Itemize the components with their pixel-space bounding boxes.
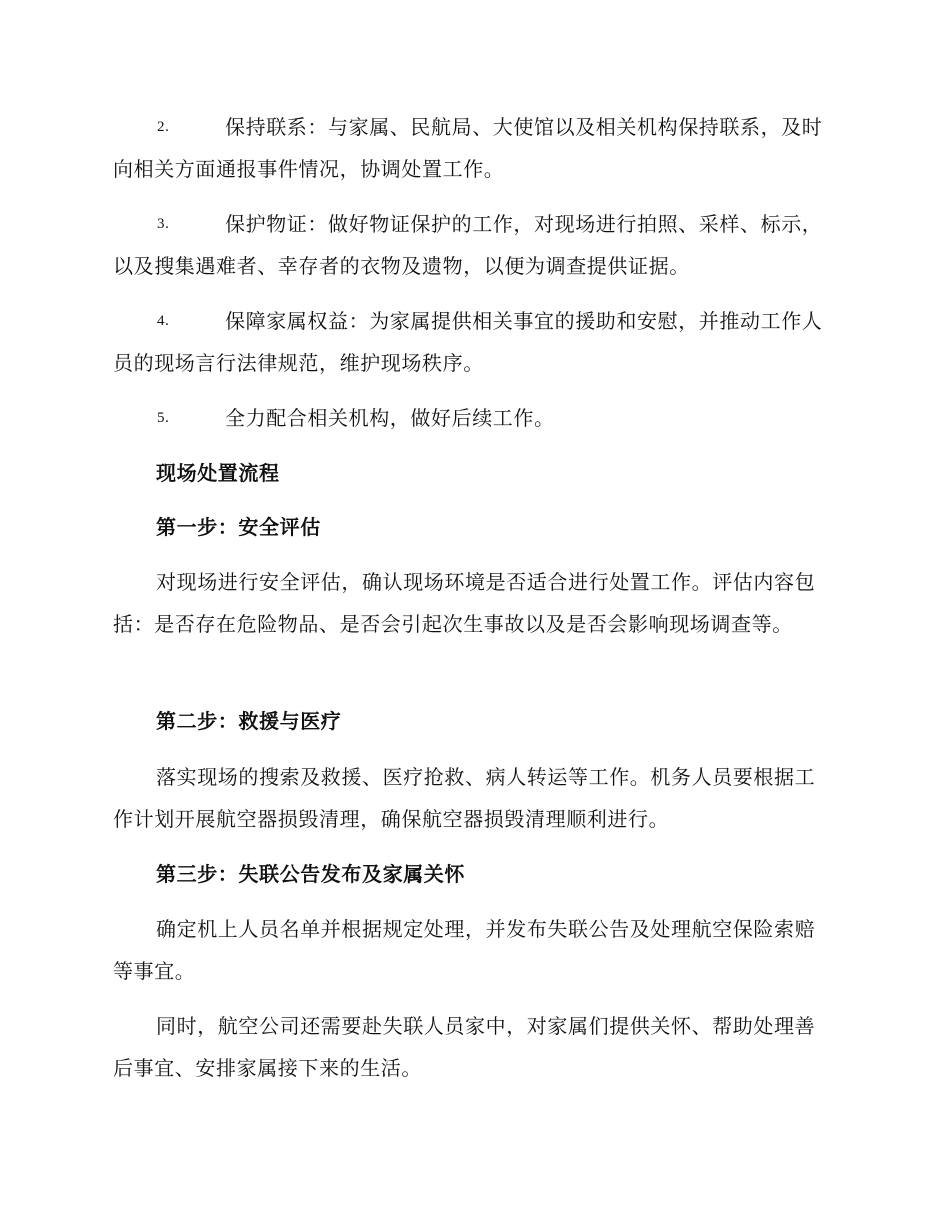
- list-item-text: 全力配合相关机构，做好后续工作。: [225, 406, 555, 430]
- list-item: [113, 300, 835, 384]
- step-paragraph: 对现场进行安全评估，确认现场环境是否适合进行处置工作。评估内容包括：是否存在危险物品、是否会引起次生事故以及是否会影响现场调查等。: [113, 570, 816, 636]
- step-heading: 第三步：失联公告发布及家属关怀: [156, 862, 465, 886]
- list-item: [113, 397, 835, 439]
- list-item: [113, 106, 835, 190]
- list-item-number: 4.: [157, 313, 170, 329]
- step-paragraph: 确定机上人员名单并根据规定处理，并发布失联公告及处理航空保险索赔等事宜。: [113, 917, 816, 983]
- step-heading: 第二步：救援与医疗: [156, 709, 342, 733]
- step-heading: 第一步：安全评估: [156, 515, 321, 539]
- list-item-number: 5.: [157, 410, 170, 426]
- list-item-text: 保障家属权益：为家属提供相关事宜的援助和安慰，并推动工作人员的现场言行法律规范，维护现场秩序。: [113, 309, 823, 375]
- list-item-text: 保护物证：做好物证保护的工作，对现场进行拍照、采样、标示，以及搜集遇难者、幸存者的衣物及遗物，以便为调查提供证据。: [113, 212, 823, 278]
- step-paragraph: 同时，航空公司还需要赴失联人员家中，对家属们提供关怀、帮助处理善后事宜、安排家属接下来的生活。: [113, 1014, 816, 1080]
- list-item-number: 2.: [157, 119, 170, 135]
- list-item: [113, 203, 835, 287]
- list-item-number: 3.: [157, 216, 170, 232]
- section-title: 现场处置流程: [156, 461, 280, 485]
- list-item-text: 保持联系：与家属、民航局、大使馆以及相关机构保持联系，及时向相关方面通报事件情况，协调处置工作。: [113, 115, 823, 181]
- step-paragraph: 落实现场的搜索及救援、医疗抢救、病人转运等工作。机务人员要根据工作计划开展航空器损毁清理，确保航空器损毁清理顺利进行。: [113, 765, 816, 831]
